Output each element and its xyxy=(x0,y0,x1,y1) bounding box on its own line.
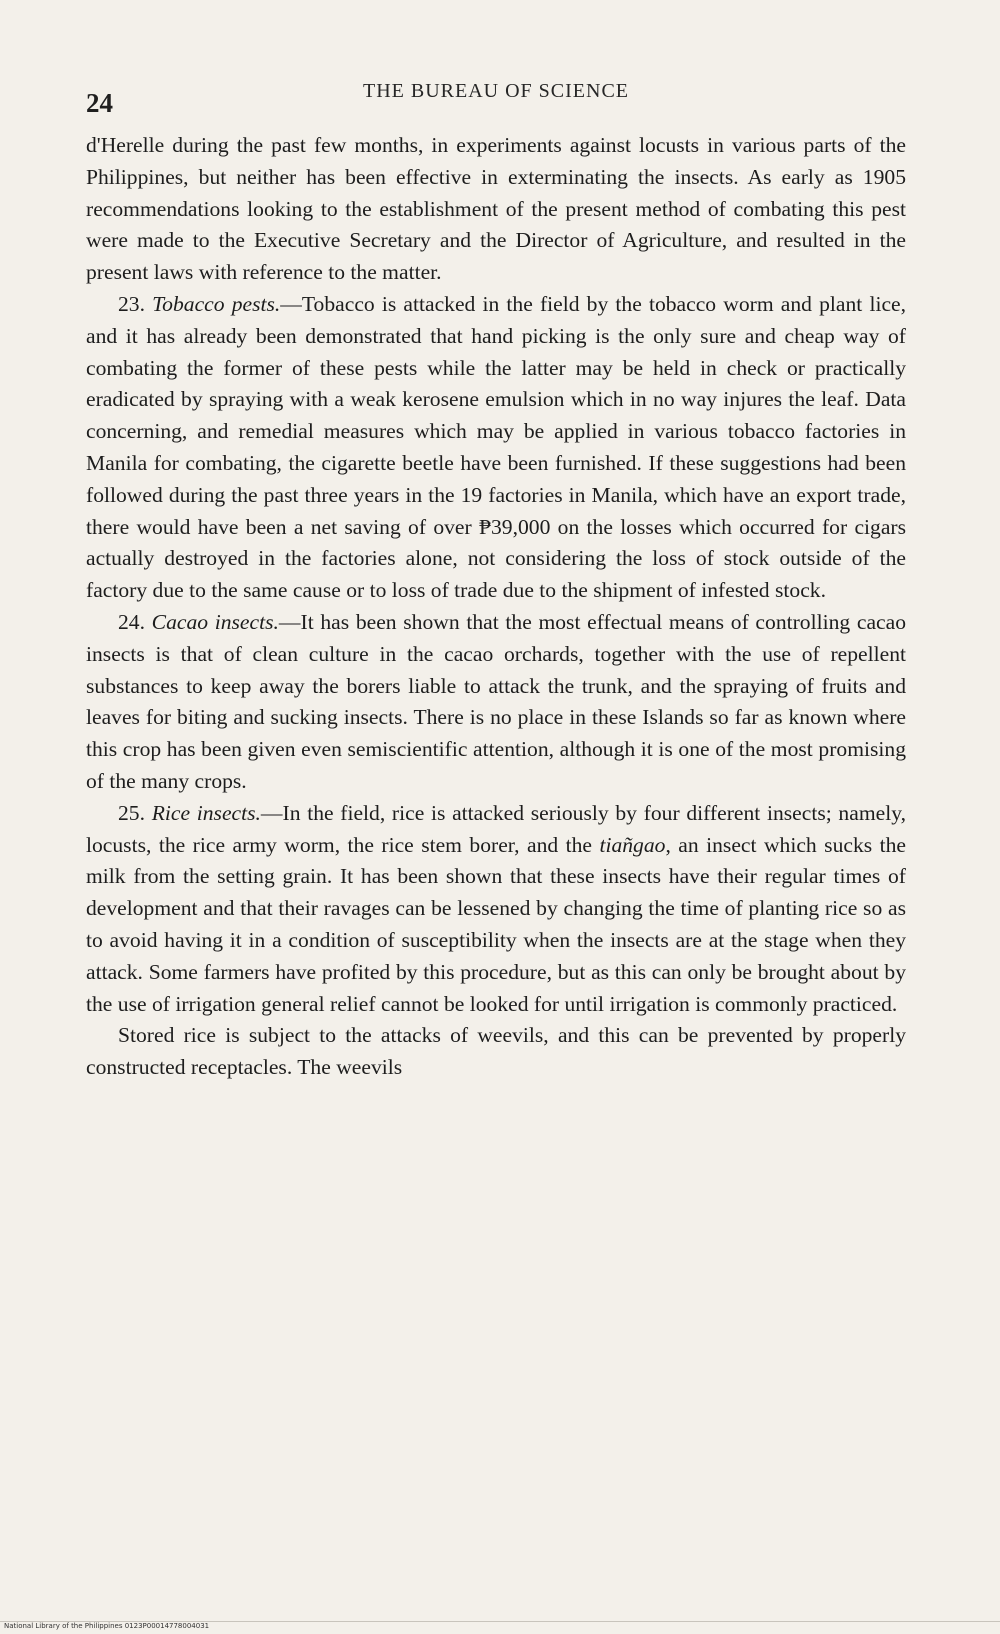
term-tiangao: tiañgao xyxy=(599,832,666,857)
page-header xyxy=(86,80,906,120)
paragraph-stored-rice: Stored rice is subject to the attacks of weevils, and this can be prevented by properly constructed receptacles. The weevils xyxy=(86,1023,906,1080)
section-text: —In the field, rice is attacked seriously by four different insects; namely, locusts, the rice army worm, the rice stem borer, and the xyxy=(86,800,906,857)
section-number: 24. xyxy=(118,609,152,634)
section-title: Rice insects. xyxy=(151,800,261,825)
running-head: THE BUREAU OF SCIENCE xyxy=(362,80,629,102)
body-text xyxy=(86,130,906,1084)
section-title: Cacao insects. xyxy=(151,609,279,634)
section-text: —Tobacco is attacked in the field by the tobacco worm and plant lice, and it has already been demonstrated that hand picking is the only sure and cheap way of combating the former of these pests while the latter may be held in check or practically eradicated by spraying with a weak kerosene emulsion which in no way injures the leaf. Data concerning, and remedial measures which may be applied in various tobacco factories in Manila for combating, the cigarette beetle have been furnished. If these suggestions had been followed during the past three years in the 19 factories in Manila, which have an export trade, there would have been a net saving of over ₱39,000 on the losses which occurred for cigars actually destroyed in the factories alone, not considering the loss of stock outside of the factory due to the same cause or to loss of trade due to the shipment of infested stock. xyxy=(86,291,907,603)
section-text-continued: , an insect which sucks the milk from the setting grain. It has been shown that these insects have their regular times of development and that their ravages can be lessened by changing the time of planting rice so as to avoid having it in a condition of susceptibility when the insects are at the stage when they attack. Some farmers have profited by this procedure, but as this can only be brought about by the use of irrigation general relief cannot be looked for until irrigation is commonly practiced. xyxy=(86,832,906,1016)
section-rice-insects xyxy=(86,798,906,1021)
page-number: 24 xyxy=(86,88,113,118)
section-cacao-insects xyxy=(86,607,906,798)
section-number: 23. xyxy=(118,291,153,316)
section-title: Tobacco pests. xyxy=(152,291,281,316)
scan-credit: National Library of the Philippines 0123P00014778004031 xyxy=(4,1622,210,1630)
section-number: 25. xyxy=(118,800,152,825)
section-text: —It has been shown that the most effectual means of controlling cacao insects is that of clean culture in the cacao orchards, together with the use of repellent substances to keep away the borers liable to attack the trunk, and the spraying of fruits and leaves for biting and sucking insects. There is no place in these Islands so far as known where this crop has been given even semiscientific attention, although it is one of the most promising of the many crops. xyxy=(86,609,907,793)
section-tobacco-pests xyxy=(86,289,906,607)
paragraph-continuation: d'Herelle during the past few months, in experiments against locusts in various parts of the Philippines, but neither has been effective in exterminating the insects. As early as 1905 recommendations looking to the establishment of the present method of combating this pest were made to the Executive Secretary and the Director of Agriculture, and resulted in the present laws with reference to the matter. xyxy=(86,133,906,285)
